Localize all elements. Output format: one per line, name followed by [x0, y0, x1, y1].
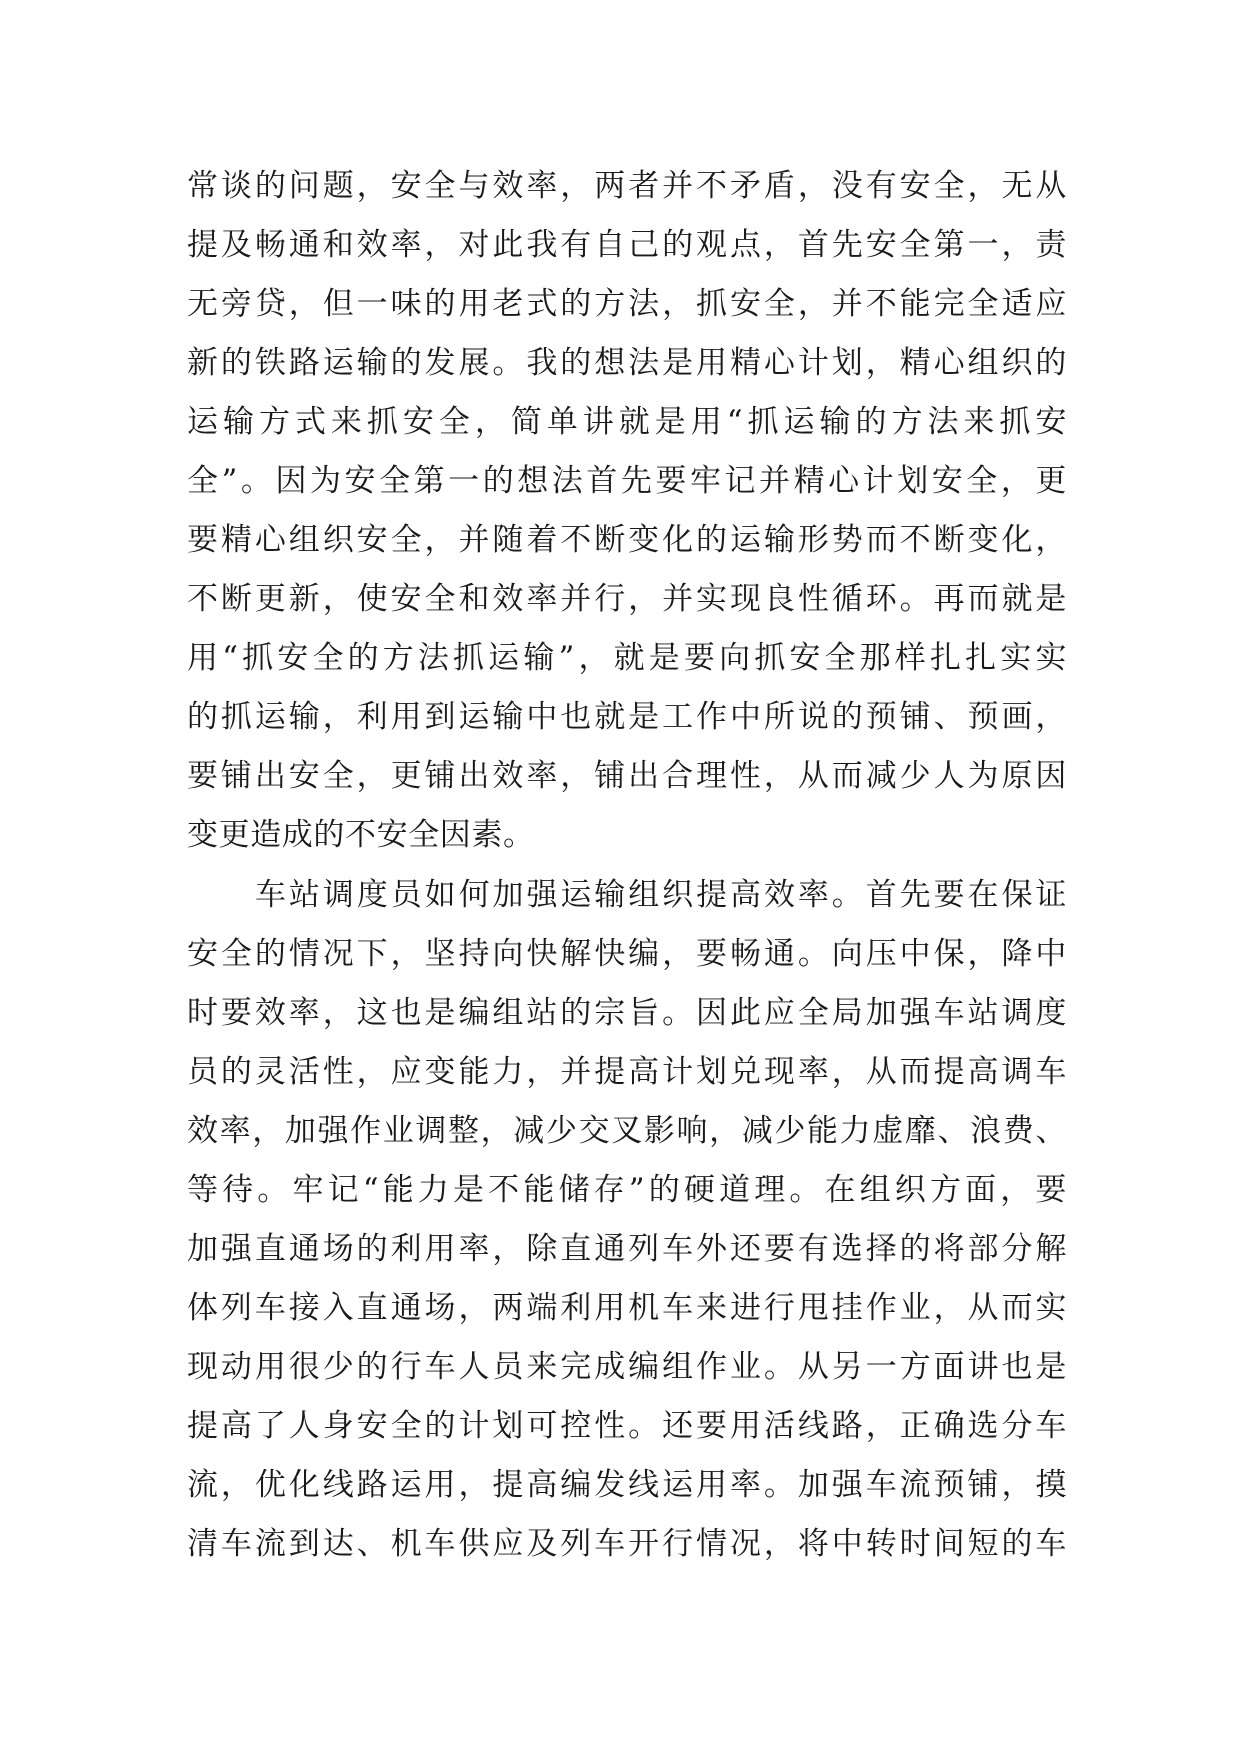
text-line: 等待。牢记“能力是不能储存”的硬道理。在组织方面，要 [187, 1172, 1067, 1208]
text-line: 体列车接入直通场，两端利用机车来进行甩挂作业，从而实 [187, 1290, 1067, 1326]
text-line: 变更造成的不安全因素。 [187, 817, 535, 853]
text-line: 流，优化线路运用，提高编发线运用率。加强车流预铺，摸 [187, 1467, 1067, 1503]
text-line: 提高了人身安全的计划可控性。还要用活线路，正确选分车 [187, 1408, 1067, 1444]
text-line: 要精心组织安全，并随着不断变化的运输形势而不断变化， [187, 522, 1067, 558]
text-line: 提及畅通和效率，对此我有自己的观点，首先安全第一，责 [187, 227, 1067, 263]
text-line: 不断更新，使安全和效率并行，并实现良性循环。再而就是 [187, 581, 1067, 617]
text-line: 时要效率，这也是编组站的宗旨。因此应全局加强车站调度 [187, 995, 1067, 1031]
text-line: 员的灵活性，应变能力，并提高计划兑现率，从而提高调车 [187, 1054, 1067, 1090]
text-line: 全”。因为安全第一的想法首先要牢记并精心计划安全，更 [187, 463, 1067, 499]
text-line: 安全的情况下，坚持向快解快编，要畅通。向压中保，降中 [187, 936, 1067, 972]
text-line: 加强直通场的利用率，除直通列车外还要有选择的将部分解 [187, 1231, 1067, 1267]
paragraph-1 [187, 157, 1067, 865]
text-line: 新的铁路运输的发展。我的想法是用精心计划，精心组织的 [187, 345, 1067, 381]
text-line: 的抓运输，利用到运输中也就是工作中所说的预铺、预画， [187, 699, 1067, 735]
text-line: 无旁贷，但一味的用老式的方法，抓安全，并不能完全适应 [187, 286, 1067, 322]
text-line: 要铺出安全，更铺出效率，铺出合理性，从而减少人为原因 [187, 758, 1067, 794]
text-line: 运输方式来抓安全，简单讲就是用“抓运输的方法来抓安 [187, 404, 1067, 440]
paragraph-2 [187, 866, 1067, 1574]
text-line: 常谈的问题，安全与效率，两者并不矛盾，没有安全，无从 [187, 168, 1067, 204]
text-line: 效率，加强作业调整，减少交叉影响，减少能力虚靡、浪费、 [187, 1113, 1067, 1149]
text-line: 用“抓安全的方法抓运输”，就是要向抓安全那样扎扎实实 [187, 640, 1067, 676]
text-line: 车站调度员如何加强运输组织提高效率。首先要在保证 [255, 877, 1067, 913]
text-line: 现动用很少的行车人员来完成编组作业。从另一方面讲也是 [187, 1349, 1067, 1385]
text-line: 清车流到达、机车供应及列车开行情况，将中转时间短的车 [187, 1526, 1067, 1562]
